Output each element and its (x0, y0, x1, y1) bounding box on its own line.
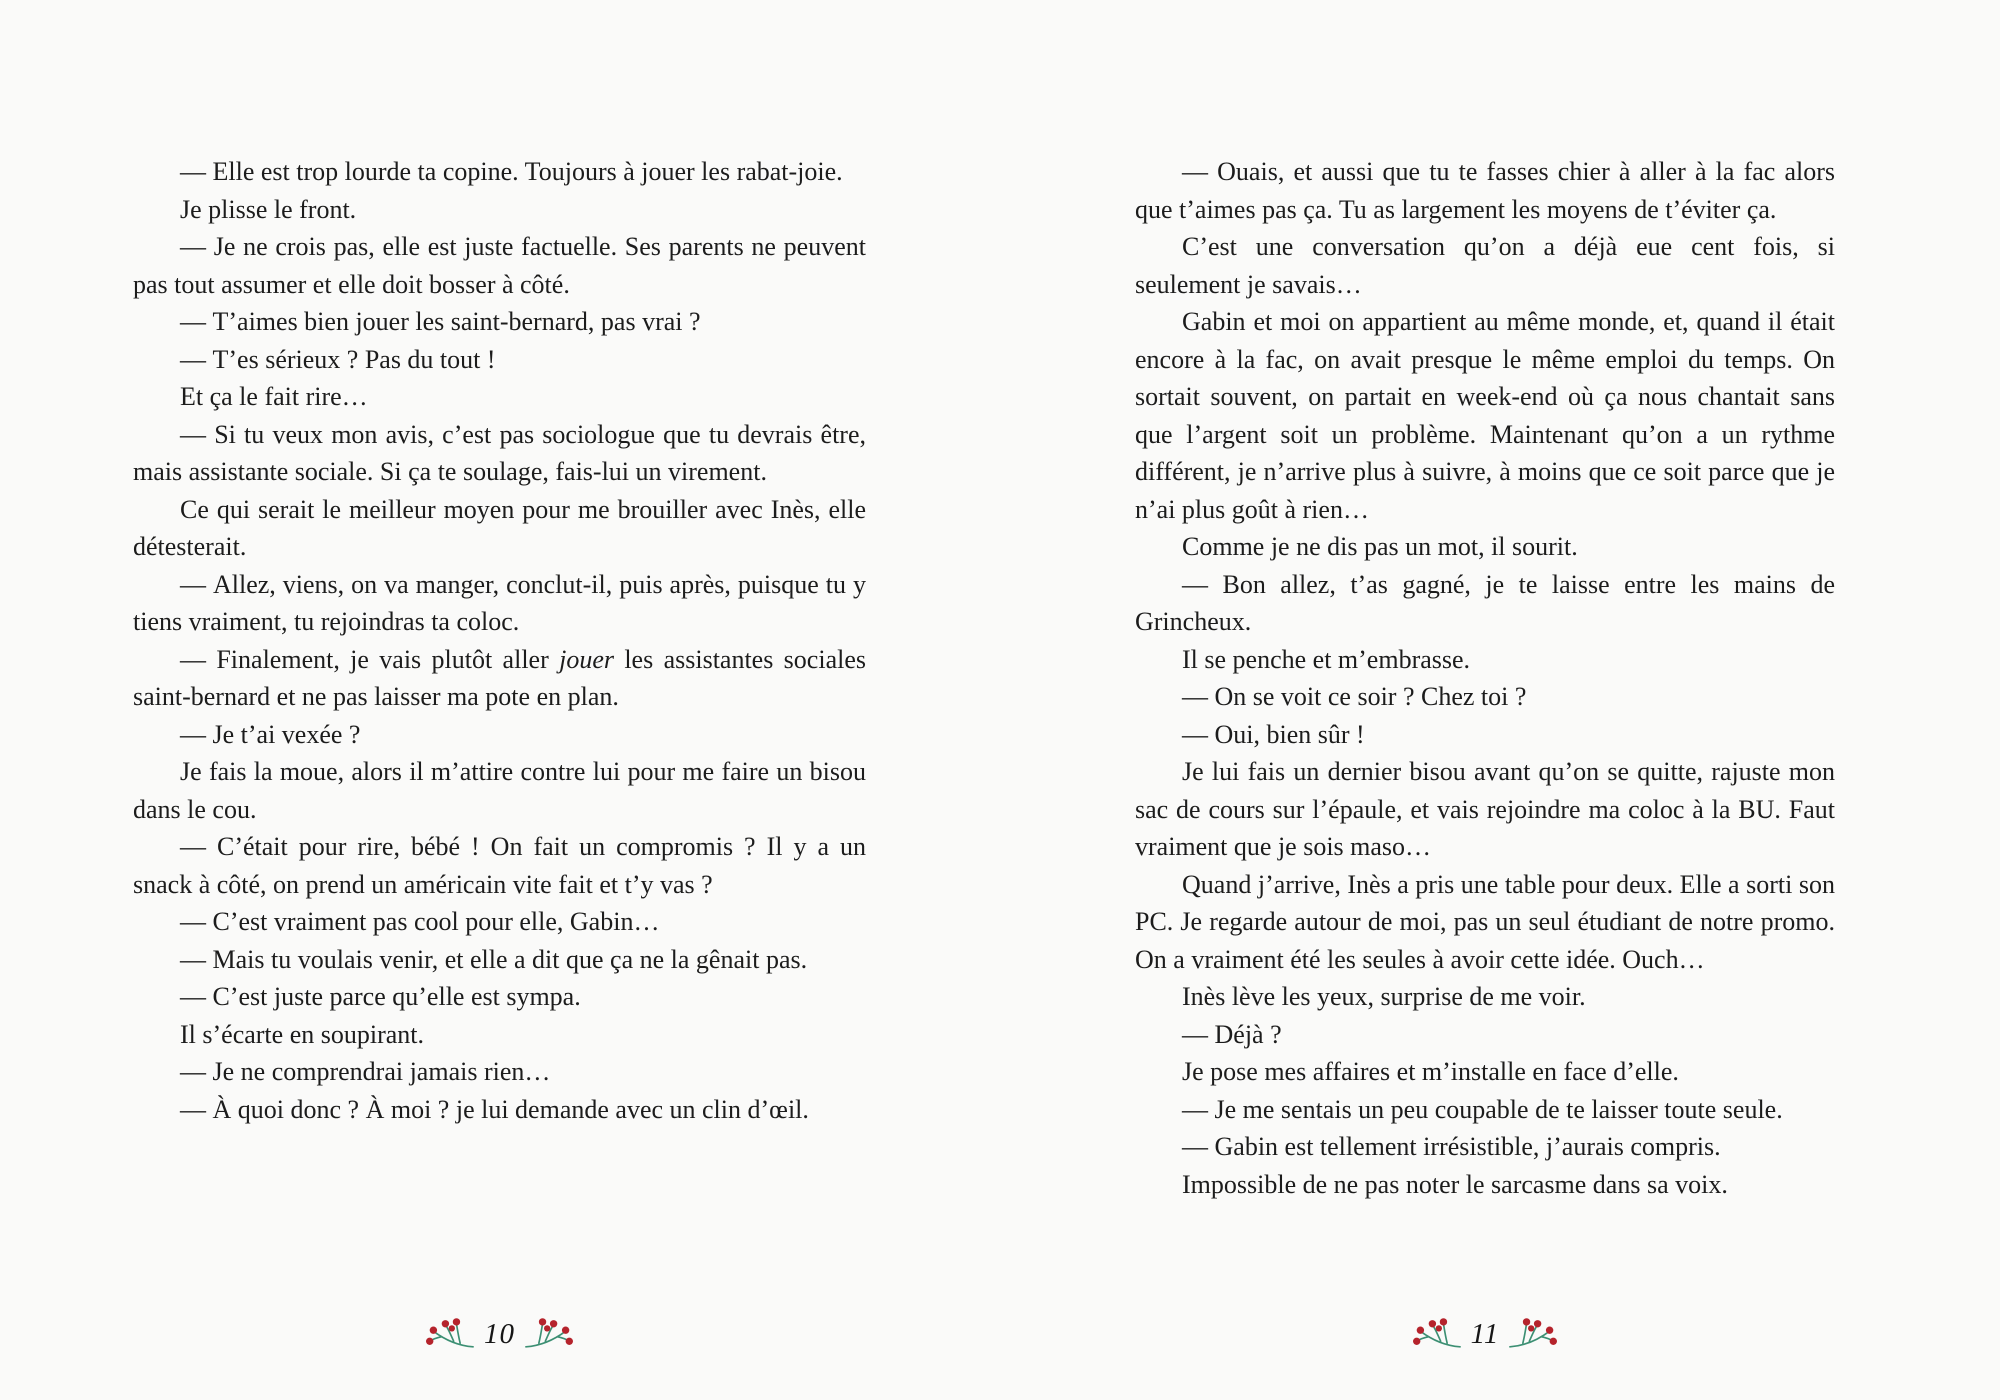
paragraph: — Je me sentais un peu coupable de te laisser toute seule. (1182, 1094, 1783, 1124)
page-number-right: 11 (1470, 1317, 1500, 1350)
paragraph: Inès lève les yeux, surprise de me voir. (1182, 982, 1586, 1011)
page-right-text (1135, 153, 1835, 1203)
paragraph: — Si tu veux mon avis, c’est pas sociologue que tu devrais être, mais assistante sociale. Si ça te soulage, fais-lui un virement. (133, 419, 866, 486)
paragraph: Impossible de ne pas noter le sarcasme dans sa voix. (1182, 1169, 1728, 1199)
paragraph: Je lui fais un dernier bisou avant qu’on se quitte, rajuste mon sac de cours sur l’épaule, et vais rejoindre ma coloc à la BU. Faut vraiment que je sois maso… (1135, 757, 1835, 861)
berry-branch-ornament-icon (426, 1316, 474, 1350)
paragraph: — Mais tu voulais venir, et elle a dit que ça ne la gênait pas. (180, 944, 808, 974)
paragraph: — C’est vraiment pas cool pour elle, Gabin… (180, 907, 660, 936)
paragraph: Je pose mes affaires et m’installe en face d’elle. (1182, 1057, 1679, 1086)
paragraph: — Je ne comprendrai jamais rien… (180, 1057, 551, 1086)
paragraph: — On se voit ce soir ? Chez toi ? (1182, 682, 1527, 711)
paragraph: — Déjà ? (1182, 1019, 1282, 1049)
paragraph: Gabin et moi on appartient au même monde, et, quand il était encore à la fac, on avait presque le même emploi du temps. On sortait souvent, on partait en week-end où ça nous chantait sans que l’argent soit un problème. Maintenant qu’on a un rythme différent, je n’arrive plus à suivre, à moins que ce soit parce que je n’ai plus goût à rien… (1135, 307, 1835, 524)
page-right-footer (1135, 1312, 1835, 1354)
paragraph: Et ça le fait rire… (180, 382, 368, 411)
page-left-footer (133, 1312, 866, 1354)
paragraph: — T’aimes bien jouer les saint-bernard, pas vrai ? (180, 307, 701, 336)
paragraph: C’est une conversation qu’on a déjà eue cent fois, si seulement je savais… (1135, 232, 1835, 299)
paragraph: — Gabin est tellement irrésistible, j’aurais compris. (1182, 1132, 1721, 1161)
berry-branch-ornament-icon (1413, 1316, 1461, 1350)
paragraph: Je plisse le front. (180, 194, 357, 224)
paragraph: — Bon allez, t’as gagné, je te laisse entre les mains de Grincheux. (1135, 569, 1835, 636)
berry-branch-ornament-icon (1509, 1316, 1557, 1350)
paragraph: — Ouais, et aussi que tu te fasses chier à aller à la fac alors que t’aimes pas ça. Tu as largement les moyens de t’éviter ça. (1135, 157, 1835, 224)
paragraph: — À quoi donc ? À moi ? je lui demande avec un clin d’œil. (180, 1094, 809, 1124)
paragraph: — Allez, viens, on va manger, conclut-il, puis après, puisque tu y tiens vraiment, tu rejoindras ta coloc. (133, 569, 866, 636)
paragraph: — Je t’ai vexée ? (180, 719, 361, 749)
paragraph: — Elle est trop lourde ta copine. Toujours à jouer les rabat-joie. (180, 157, 843, 186)
paragraph: Il s’écarte en soupirant. (180, 1019, 425, 1049)
paragraph: Quand j’arrive, Inès a pris une table pour deux. Elle a sorti son PC. Je regarde autour de moi, pas un seul étudiant de notre promo. On a vraiment été les seules à avoir cette idée. Ouch… (1135, 869, 1835, 974)
paragraph: — T’es sérieux ? Pas du tout ! (180, 344, 496, 374)
paragraph: Je fais la moue, alors il m’attire contre lui pour me faire un bisou dans le cou. (133, 757, 866, 824)
paragraph: — Je ne crois pas, elle est juste factuelle. Ses parents ne peuvent pas tout assumer et elle doit bosser à côté. (133, 232, 866, 299)
paragraph: — Oui, bien sûr ! (1182, 719, 1365, 749)
paragraph: — C’est juste parce qu’elle est sympa. (180, 982, 581, 1011)
page-left-text (133, 153, 866, 1128)
berry-branch-ornament-icon (525, 1316, 573, 1350)
paragraph: Comme je ne dis pas un mot, il sourit. (1182, 532, 1578, 561)
paragraph: Ce qui serait le meilleur moyen pour me brouiller avec Inès, elle détesterait. (133, 494, 866, 561)
paragraph: Il se penche et m’embrasse. (1182, 644, 1471, 674)
paragraph: — Finalement, je vais plutôt aller jouer les assistantes sociales saint-bernard et ne pas laisser ma pote en plan. (133, 644, 866, 711)
paragraph: — C’était pour rire, bébé ! On fait un compromis ? Il y a un snack à côté, on prend un américain vite fait et t’y vas ? (133, 832, 866, 899)
page-number-left: 10 (484, 1317, 515, 1350)
